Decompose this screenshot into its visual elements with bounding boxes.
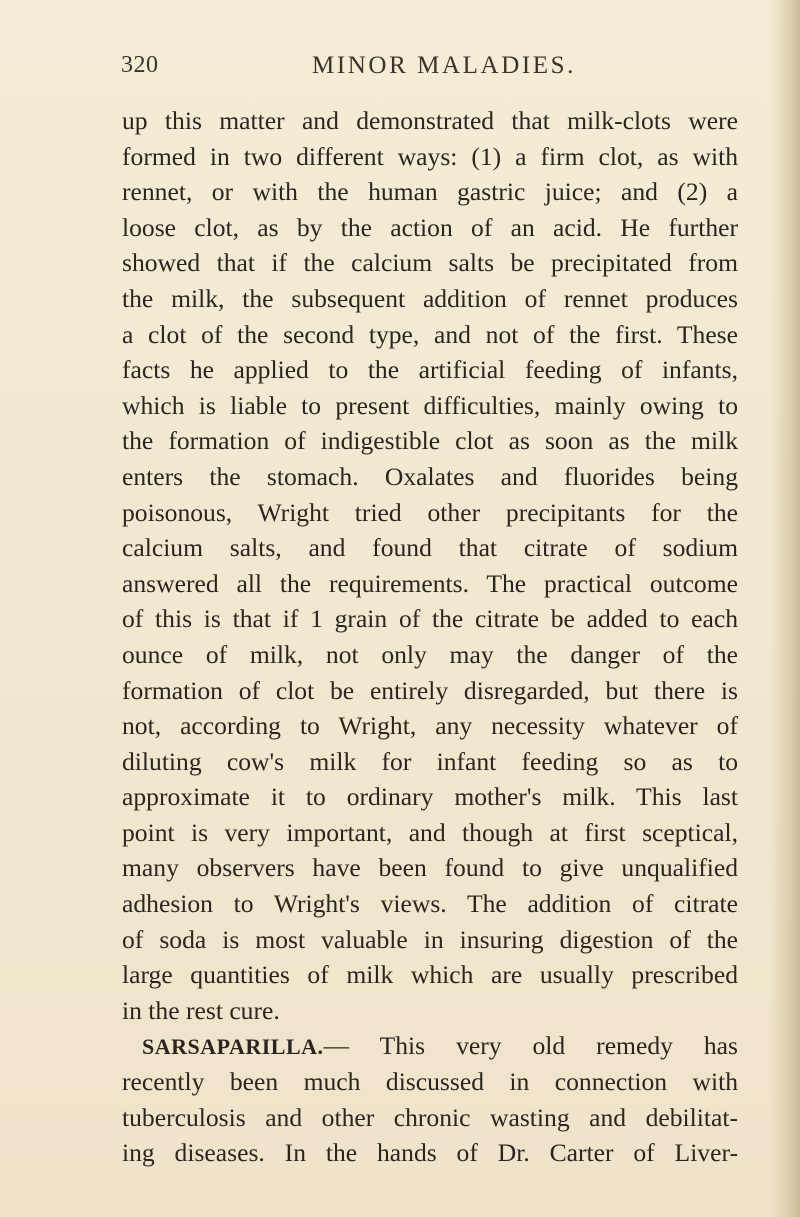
text-line: loose clot, as by the action of an acid. He further [122, 212, 738, 242]
text-line: which is liable to present difficulties, mainly owing to [122, 390, 738, 420]
text-line: facts he applied to the artificial feeding of infants, [122, 355, 738, 385]
paragraph [122, 1028, 738, 1170]
text-line: tuberculosis and other chronic wasting and debilitat- [122, 1102, 738, 1132]
text-line: ing diseases. In the hands of Dr. Carter of Liver- [122, 1138, 738, 1168]
text-line: not, according to Wright, any necessity whatever of [122, 711, 738, 741]
text-line [122, 1028, 738, 1064]
text-line: the milk, the subsequent addition of rennet produces [122, 283, 738, 313]
text-line: ounce of milk, not only may the danger of the [122, 639, 738, 669]
text-line: calcium salts, and found that citrate of sodium [122, 533, 738, 563]
text-line: showed that if the calcium salts be precipitated from [122, 248, 738, 278]
text-line: adhesion to Wright's views. The addition of citrate [122, 889, 738, 919]
text-line: the formation of indigestible clot as soon as the milk [122, 426, 738, 456]
text-line: diluting cow's milk for infant feeding so as to [122, 746, 738, 776]
text-line: a clot of the second type, and not of the first. These [122, 319, 738, 349]
text-line: large quantities of milk which are usually prescribed [122, 960, 738, 990]
text-line: approximate it to ordinary mother's milk. This last [122, 782, 738, 812]
text-line: of this is that if 1 grain of the citrate be added to each [122, 604, 738, 634]
text-line: answered all the requirements. The practical outcome [122, 568, 738, 598]
text-line: poisonous, Wright tried other precipitants for the [122, 497, 738, 527]
text-line: formed in two different ways: (1) a firm clot, as with [122, 141, 738, 171]
text-fragment: — This very old remedy has [323, 1031, 738, 1061]
text-line: enters the stomach. Oxalates and fluorides being [122, 461, 738, 491]
paragraph [122, 103, 738, 1028]
text-line: many observers have been found to give unqualified [122, 853, 738, 883]
text-line: in the rest cure. [122, 995, 280, 1025]
page-header [0, 52, 800, 92]
text-line: recently been much discussed in connection with [122, 1067, 738, 1097]
text-line: of soda is most valuable in insuring digestion of the [122, 924, 738, 954]
text-line: formation of clot be entirely disregarded, but there is [122, 675, 738, 705]
text-line: up this matter and demonstrated that milk-clots were [122, 106, 738, 135]
running-head: MINOR MALADIES. [312, 52, 576, 79]
section-heading: SARSAPARILLA. [142, 1034, 324, 1060]
text-line: rennet, or with the human gastric juice; and (2) a [122, 177, 738, 207]
page-number: 320 [121, 52, 159, 78]
body-text [122, 103, 738, 1171]
text-line: point is very important, and though at first sceptical, [122, 817, 738, 847]
